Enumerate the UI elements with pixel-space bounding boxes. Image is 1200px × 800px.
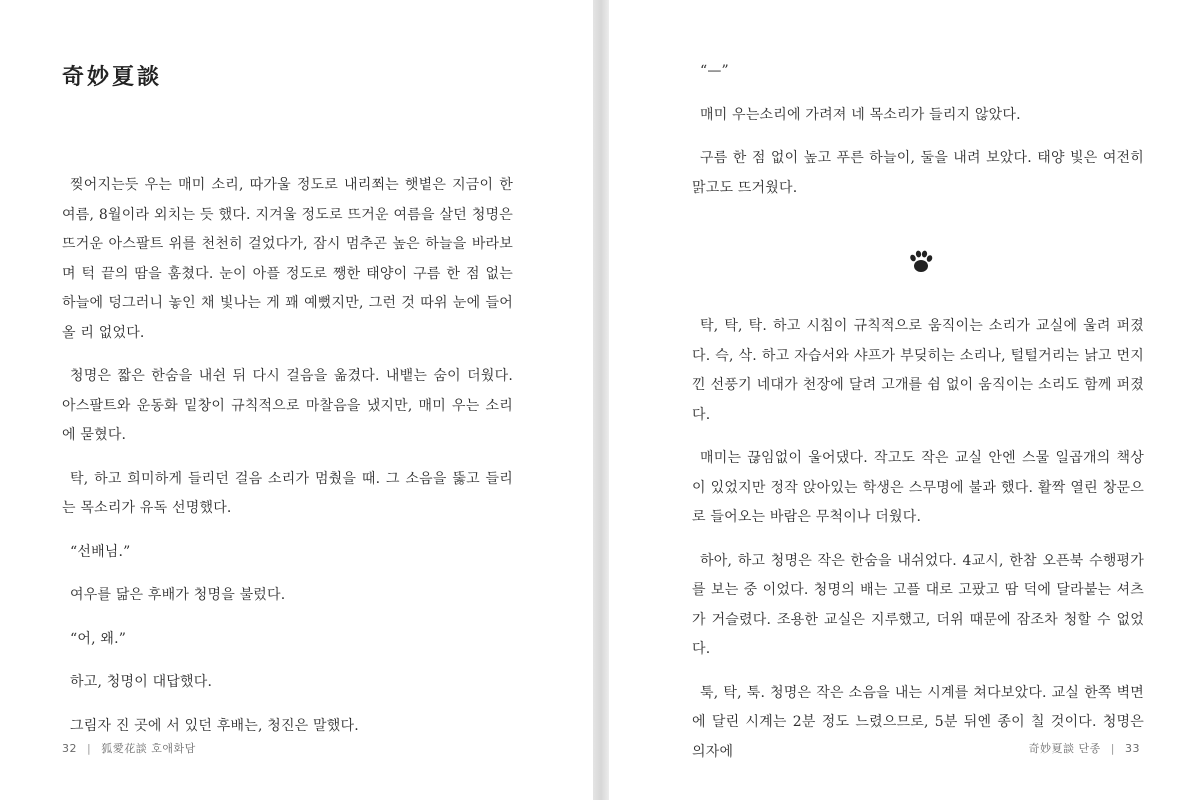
section-label: 단종 xyxy=(1078,742,1101,755)
book-gutter xyxy=(593,0,609,800)
right-page-body-top xyxy=(692,57,1144,217)
paragraph: 구름 한 점 없이 높고 푸른 하늘이, 둘을 내려 보았다. 태양 빛은 여전히 맑고도 뜨거웠다. xyxy=(692,150,1144,196)
paragraph: 매미는 끊임없이 울어댔다. 작고도 작은 교실 안엔 스물 일곱개의 책상이 있었지만 정작 앉아있는 학생은 스무명에 불과 했다. 활짝 열린 창문으로 들어오는 바람은 무척이나 더웠다. xyxy=(692,450,1144,525)
page-number: 32 xyxy=(62,742,77,755)
right-page-body-bottom xyxy=(692,312,1144,781)
paragraph: 툭, 탁, 툭. 청명은 작은 소음을 내는 시계를 쳐다보았다. 교실 한쪽 벽면에 달린 시계는 2분 정도 느렸으므로, 5분 뒤엔 종이 칠 것이다. 청명은 의자에 xyxy=(692,684,1144,760)
paragraph: 찢어지는듯 우는 매미 소리, 따가울 정도로 내리쬐는 햇볕은 지금이 한여름, 8월이라 외치는 듯 했다. 지겨울 정도로 뜨거운 여름을 살던 청명은 뜨거운 아스팔트 위를 천천히 걸었다가, 잠시 멈추곤 높은 하늘을 바라보며 턱 끝의 땀을 훔쳤다. 눈이 아플 정도로 쨍한 태양이 구름 한 점 없는 하늘에 덩그러니 놓인 채 빛나는 게 꽤 예뻤지만, 그런 것 따위 눈에 들어올 리 없었다. xyxy=(62,177,513,341)
paragraph: 매미 우는소리에 가려져 네 목소리가 들리지 않았다. xyxy=(700,106,1021,123)
paragraph: 하아, 하고 청명은 작은 한숨을 내쉬었다. 4교시, 한참 오픈북 수행평가를 보는 중 이었다. 청명의 배는 고플 대로 고팠고 땀 덕에 달라붙는 셔츠가 거슬렸다. 조용한 교실은 지루했고, 더위 때문에 잠조차 청할 수 없었다. xyxy=(692,552,1144,657)
left-page-footer xyxy=(62,740,196,756)
paragraph: 하고, 청명이 대답했다. xyxy=(70,674,213,690)
book-title-korean: 호애화담 xyxy=(151,742,196,755)
paragraph: 그림자 진 곳에 서 있던 후배는, 청진은 말했다. xyxy=(70,717,359,734)
left-page xyxy=(0,0,593,800)
footer-separator: | xyxy=(1110,742,1115,755)
book-title-hanja: 狐愛花談 xyxy=(101,742,148,755)
paragraph: 청명은 짧은 한숨을 내쉰 뒤 다시 걸음을 옮겼다. 내뱉는 숨이 더웠다. 아스팔트와 운동화 밑창이 규칙적으로 마찰음을 냈지만, 매미 우는 소리에 묻혔다. xyxy=(62,368,513,443)
right-page-footer xyxy=(1029,740,1140,756)
left-page-body xyxy=(62,171,513,755)
chapter-title: 奇妙夏談 xyxy=(62,64,163,90)
right-page xyxy=(609,0,1200,800)
paragraph: 탁, 탁, 탁. 하고 시침이 규칙적으로 움직이는 소리가 교실에 울려 퍼졌다. 슥, 삭. 하고 자습서와 샤프가 부딪히는 소리나, 털털거리는 낡고 먼지 낀 선풍기 네대가 천장에 달려 고개를 쉼 없이 움직이는 소리도 함께 퍼졌다. xyxy=(692,318,1144,423)
page-number: 33 xyxy=(1125,742,1140,755)
story-title: 奇妙夏談 xyxy=(1028,742,1075,755)
dialogue-line: “선배님.” xyxy=(70,543,131,560)
paragraph: 탁, 하고 희미하게 들리던 걸음 소리가 멈췄을 때. 그 소음을 뚫고 들리는 목소리가 유독 선명했다. xyxy=(62,470,513,516)
footer-separator: | xyxy=(87,742,92,755)
paw-print-icon xyxy=(907,248,935,276)
dialogue-line: “어, 왜.” xyxy=(70,630,127,647)
paragraph: 여우를 닮은 후배가 청명을 불렀다. xyxy=(70,587,286,603)
dialogue-line: “—” xyxy=(700,63,729,79)
